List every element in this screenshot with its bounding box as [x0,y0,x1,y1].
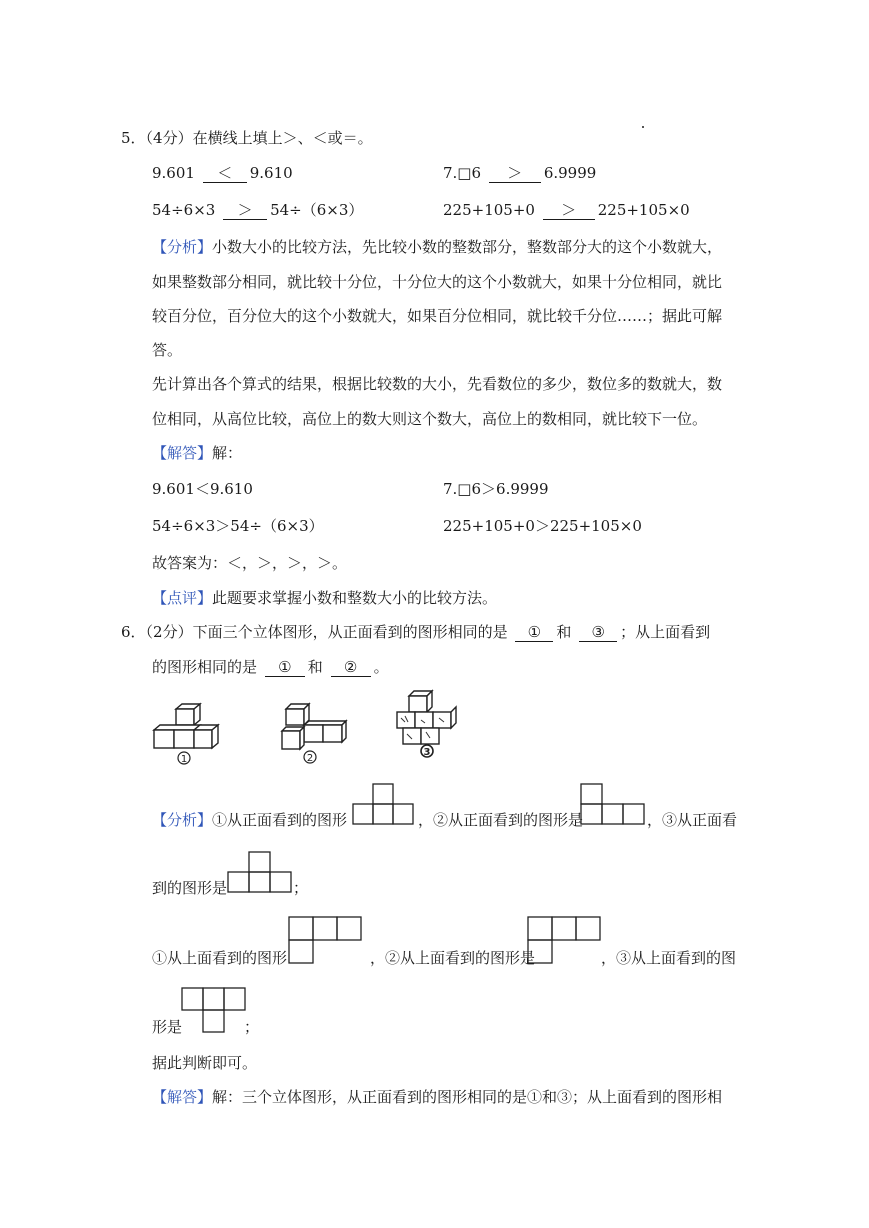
q6-title-a: 6．（2分）下面三个立体图形，从正面看到的图形相同的是 [121,623,508,641]
q5-analysis-tag: 【分析】 [152,238,213,256]
q5-r2b-post: 225+105×0 [597,201,690,219]
q5-row2-left [152,200,363,220]
figure-3-label: 3 [423,747,431,758]
q6-answer-line [152,1087,722,1107]
q5-solution-1a: 9.601＜9.610 [152,480,253,498]
q5-solution-2b: 225+105+0＞225+105×0 [443,517,642,535]
q6-answer-tag: 【解答】 [152,1088,213,1106]
front-view-1 [353,783,415,826]
solid-figure-1 [150,703,222,765]
front-view-2 [581,783,645,826]
q5-analysis-line3: 较百分位，百分位大的这个小数就大，如果百分位相同，就比较千分位……；据此可解 [152,307,723,325]
q5-title: 5．（4分）在横线上填上＞、＜或＝。 [121,129,373,147]
q6-b2: ，②从上面看到的图形是 [370,949,536,967]
q5-row1-left [152,163,293,183]
q6-title-line2 [152,657,389,677]
q6-blank1: ① [515,623,553,642]
q6-a4: 到的图形是 [152,879,228,897]
front-view-3 [228,851,292,894]
q5-comment-line [152,588,497,608]
q6-blank2: ③ [579,623,617,642]
q5-r2a-post: 54÷（6×3） [270,201,364,219]
q5-r2a-pre: 54÷6×3 [152,201,216,219]
top-view-1 [288,916,362,965]
solid-figure-3 [393,690,463,760]
q6-a3: ，③从正面看 [647,811,738,829]
q6-answer-text: 解：三个立体图形，从正面看到的图形相同的是①和③；从上面看到的图形相 [212,1088,723,1106]
q6-b4: 形是 [152,1018,183,1036]
q6-analysis-front-line1 [152,810,347,830]
q6-title-line1 [121,622,710,642]
q6-b1: ①从上面看到的图形 [152,949,288,967]
figure-2-label: 2 [306,753,314,764]
q5-analysis-line4: 答。 [152,341,183,359]
q5-r1a-post: 9.610 [249,164,293,182]
q6-b3: ，③从上面看到的图 [601,949,737,967]
q5-comment-tag: 【点评】 [152,589,213,607]
q6-blank3: ① [265,658,305,677]
q5-answer-tag: 【解答】 [152,444,213,462]
q5-answer-intro: 解： [212,444,243,462]
q6-and1: 和 [556,623,572,641]
top-view-2 [527,916,601,965]
figure-1-label: 1 [180,754,188,765]
q6-title-c: 的图形相同的是 [152,658,258,676]
q5-r2a-answer: ＞ [223,201,267,220]
q6-title-b: ；从上面看到 [620,623,711,641]
q5-row2-right [443,200,690,220]
q5-r2b-pre: 225+105+0 [443,201,535,219]
q6-blank4: ② [331,658,371,677]
q6-b4-end: ； [244,1018,260,1036]
solid-figure-2 [278,703,350,765]
q6-analysis-tag: 【分析】 [152,811,213,829]
q5-analysis-text1: 小数大小的比较方法，先比较小数的整数部分，整数部分大的这个小数就大， [212,238,723,256]
q5-solution-2a: 54÷6×3＞54÷（6×3） [152,517,324,535]
q6-and2: 和 [307,658,323,676]
stray-dot [642,126,644,128]
q5-comment-text: 此题要求掌握小数和整数大小的比较方法。 [212,589,498,607]
q6-conclude: 据此判断即可。 [152,1054,258,1072]
q5-analysis-line1 [152,237,722,257]
q6-analysis-front-line2 [152,878,227,898]
q5-solution-1b: 7.□6＞6.9999 [443,480,549,498]
q6-a2: ，②从正面看到的图形是 [418,811,584,829]
q5-analysis-line2: 如果整数部分相同，就比较十分位，十分位大的这个小数就大，如果十分位相同，就比 [152,273,723,291]
q5-r1a-pre: 9.601 [152,164,195,182]
q5-r1b-answer: ＞ [489,164,541,183]
q5-r1b-post: 6.9999 [543,164,597,182]
q6-a1: ①从正面看到的图形 [212,811,348,829]
q6-a4-end: ； [293,879,309,897]
q5-row1-right [443,163,596,183]
q5-analysis-line5: 先计算出各个算式的结果，根据比较数的大小，先看数位的多少，数位多的数就大，数 [152,375,723,393]
q6-title-d: 。 [373,658,389,676]
q5-r2b-answer: ＞ [543,201,595,220]
q5-r1b-pre: 7.□6 [443,164,482,182]
q5-answer-line [152,443,242,463]
q5-final-answer: 故答案为：＜，＞，＞，＞。 [152,554,348,572]
top-view-3 [181,987,247,1034]
q5-analysis-line6: 位相同，从高位比较，高位上的数大则这个数大，高位上的数相同，就比较下一位。 [152,410,708,428]
q5-r1a-answer: ＜ [203,164,247,183]
